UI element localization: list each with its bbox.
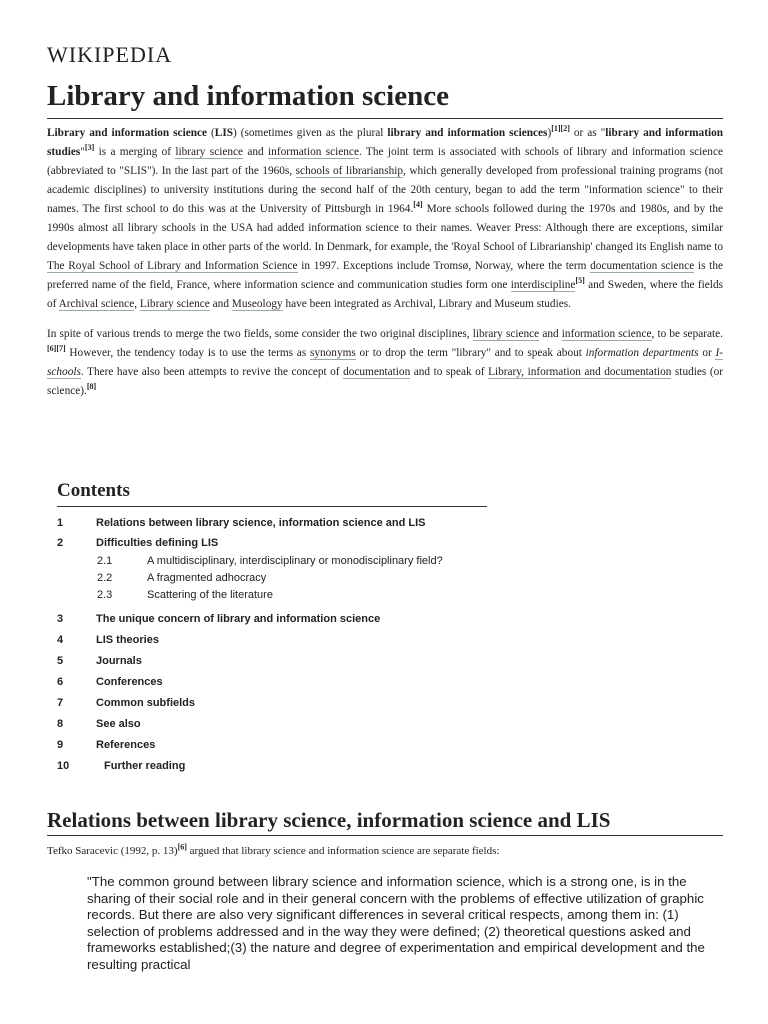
- link-information-science[interactable]: information science: [268, 146, 359, 158]
- toc-item[interactable]: [57, 651, 497, 672]
- text: and: [209, 298, 232, 310]
- bold-term: Library and information science: [47, 127, 208, 139]
- toc-label: Difficulties defining LIS: [96, 537, 219, 549]
- bold-term: library and information sciences: [387, 127, 548, 139]
- text: in 1997. Exceptions include Tromsø, Norway, where the term: [297, 260, 591, 272]
- toc-number: 2.3: [97, 589, 113, 601]
- citation-link[interactable]: [6][7]: [47, 344, 66, 354]
- toc-subitem[interactable]: [57, 570, 497, 587]
- text: . The joint term is associated with schools of library and information science (abbreviated to "SLIS"). In the last part of the 1960s,: [47, 146, 723, 177]
- link-royal-school[interactable]: The Royal School of Library and Information Science: [47, 260, 298, 272]
- text: and to speak of: [410, 366, 489, 378]
- text: (: [207, 127, 215, 139]
- toc-label: Further reading: [104, 760, 186, 772]
- toc-item[interactable]: [57, 609, 497, 630]
- link-documentation-science[interactable]: documentation science: [590, 260, 695, 272]
- italic-term: information departments: [585, 347, 699, 359]
- bold-term: LIS: [214, 127, 234, 139]
- text: is a merging of: [94, 146, 176, 158]
- citation-link[interactable]: [8]: [86, 382, 97, 392]
- toc-number: 7: [57, 697, 64, 709]
- paragraph-2: [47, 325, 723, 401]
- text: and: [243, 146, 269, 158]
- toc-number: 2.2: [97, 572, 113, 584]
- link-lid-studies[interactable]: Library, information and documentation: [488, 366, 672, 378]
- text: or as ": [569, 127, 606, 139]
- link-library-science[interactable]: library science: [175, 146, 244, 158]
- toc-item[interactable]: [57, 693, 497, 714]
- text: have been integrated as Archival, Library and Museum studies.: [282, 298, 571, 310]
- toc-label: Relations between library science, information science and LIS: [96, 517, 426, 529]
- toc-item[interactable]: [57, 756, 497, 777]
- text: Tefko Saracevic (1992, p. 13): [47, 845, 178, 857]
- text: . There have also been attempts to revive the concept of: [80, 366, 344, 378]
- toc-label: Journals: [96, 655, 142, 667]
- text: In spite of various trends to merge the two fields, some consider the two original disciplines,: [47, 328, 473, 340]
- toc-item[interactable]: [57, 534, 497, 553]
- text: More schools followed during the 1970s and 1980s, and by the 1990s almost all library schools in the USA had added information science to their names. Weaver Press: Although there are exceptions, similar developments have taken place in other parts of the world. In Denmark, for example, the 'Royal School of Librarianship' changed its English name to: [47, 203, 723, 253]
- citation-link[interactable]: [3]: [84, 143, 95, 153]
- table-of-contents: [57, 478, 497, 777]
- toc-number: 5: [57, 655, 64, 667]
- toc-subitem[interactable]: [57, 587, 497, 604]
- toc-item[interactable]: [57, 735, 497, 756]
- toc-label: Scattering of the literature: [147, 589, 273, 601]
- link-archival-science[interactable]: Archival science: [58, 298, 135, 310]
- citation-link[interactable]: [4]: [413, 200, 423, 210]
- toc-number: 1: [57, 517, 64, 529]
- toc-item[interactable]: [57, 513, 497, 534]
- toc-number: 9: [57, 739, 64, 751]
- toc-label: A multidisciplinary, interdisciplinary or monodisciplinary field?: [147, 555, 443, 567]
- text: and: [539, 328, 562, 340]
- toc-label: Conferences: [96, 676, 163, 688]
- toc-number: 8: [57, 718, 64, 730]
- text: ": [80, 146, 85, 158]
- toc-number: 2.1: [97, 555, 113, 567]
- toc-number: 2: [57, 537, 64, 549]
- text: or to drop the term "library" and to speak about: [355, 347, 586, 359]
- toc-item[interactable]: [57, 630, 497, 651]
- link-synonyms[interactable]: synonyms: [309, 347, 356, 359]
- toc-number: 10: [57, 760, 70, 772]
- toc-label: A fragmented adhocracy: [147, 572, 267, 584]
- text: and Sweden, where the fields of: [47, 279, 723, 310]
- link-i-schools[interactable]: I-schools: [47, 347, 724, 378]
- citation-link[interactable]: [1][2]: [551, 124, 570, 134]
- toc-label: Common subfields: [96, 697, 196, 709]
- citation-link[interactable]: [5]: [575, 276, 585, 286]
- link-schools-of-librarianship[interactable]: schools of librarianship: [295, 165, 404, 177]
- text: ): [547, 127, 552, 139]
- section-heading: Relations between library science, information science and LIS: [47, 806, 723, 836]
- article-body: [47, 124, 723, 412]
- text: ,: [134, 298, 140, 310]
- toc-title: Contents: [57, 478, 487, 507]
- link-library-science-2[interactable]: Library science: [139, 298, 210, 310]
- toc-subitem[interactable]: [57, 553, 497, 570]
- text: ) (sometimes given as the plural: [233, 127, 388, 139]
- toc-label: LIS theories: [96, 634, 159, 646]
- link-museology[interactable]: Museology: [231, 298, 283, 310]
- text: , to be separate.: [651, 328, 723, 340]
- toc-item[interactable]: [57, 714, 497, 735]
- toc-label: The unique concern of library and information science: [96, 613, 381, 625]
- text: , which generally developed from professional training programs (not academic disciplines) to university institutions during the second half of the 20th century, began to add the term "information science" to their names. The first school to do this was at the University of Pittsburgh in 1964.: [47, 165, 723, 215]
- logo-text: WIKIPEDIA: [47, 42, 173, 67]
- toc-label: See also: [96, 718, 141, 730]
- bold-term: library and information studies: [47, 127, 724, 158]
- toc-label: References: [96, 739, 156, 751]
- paragraph-1: [47, 124, 723, 314]
- link-library-science-3[interactable]: library science: [472, 328, 540, 340]
- link-interdiscipline[interactable]: interdiscipline: [510, 279, 576, 291]
- text: However, the tendency today is to use the terms as: [65, 347, 310, 359]
- text: is the preferred name of the field, France, where information science and communication studies form one: [47, 260, 723, 291]
- toc-number: 4: [57, 634, 64, 646]
- section-intro: [47, 842, 499, 860]
- citation-link[interactable]: [6]: [177, 842, 187, 852]
- toc-item[interactable]: [57, 672, 497, 693]
- toc-number: 3: [57, 613, 64, 625]
- link-documentation[interactable]: documentation: [343, 366, 411, 378]
- block-quote: "The common ground between library science and information science, which is a strong one, is in the sharing of their social role and in their general concern with the problems of effective utilization of graphic records. But there are also very significant differences in several critical respects, among them in: (1) selection of problems addressed and in the way they were defined; (2) theoretical questions asked and frameworks established;(3) the nature and degree of experimentation and empirical development and the resulting practical: [87, 874, 705, 972]
- page-title: Library and information science: [47, 76, 723, 119]
- toc-number: 6: [57, 676, 64, 688]
- text: argued that library science and information science are separate fields:: [186, 845, 500, 857]
- link-information-science-2[interactable]: information science: [561, 328, 652, 340]
- text: or: [698, 347, 716, 359]
- wikipedia-logo[interactable]: [47, 42, 172, 68]
- text: studies (or science).: [47, 366, 723, 397]
